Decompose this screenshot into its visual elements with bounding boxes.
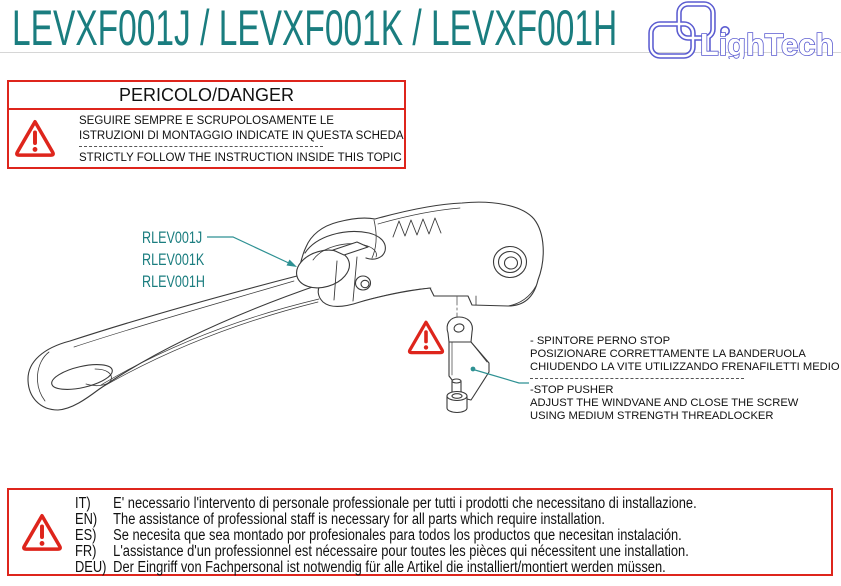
danger-box-header: PERICOLO/DANGER <box>9 82 404 110</box>
danger-line-italian-2: ISTRUZIONI DI MONTAGGIO INDICATE IN QUESTA SCHEDA <box>79 129 404 142</box>
danger-box-text <box>79 114 404 166</box>
language-code: EN) <box>75 511 98 528</box>
note-line-english: ADJUST THE WINDVANE AND CLOSE THE SCREW <box>530 397 799 409</box>
warning-text: Der Eingriff von Fachpersonal ist notwendig für alle Artikel die installiert/montiert werden müssen. <box>113 559 666 576</box>
warning-row <box>75 528 697 544</box>
danger-box <box>7 80 406 169</box>
installation-warning-text <box>75 496 697 576</box>
language-code: ES) <box>75 527 97 544</box>
warning-text: The assistance of professional staff is necessary for all parts which require installation. <box>113 511 605 528</box>
warning-row <box>75 560 697 576</box>
part-label: RLEV001J <box>142 228 203 247</box>
language-code: FR) <box>75 543 97 560</box>
page-title: LEVXF001J / LEVXF001K / LEVXF001H <box>12 0 618 56</box>
leader-arrowhead <box>287 260 298 268</box>
warning-text: L'assistance d'un professionnel est nécessaire pour toutes les pièces qui nécessitent une installation. <box>113 543 689 560</box>
note-line-english: USING MEDIUM STRENGTH THREADLOCKER <box>530 410 774 422</box>
part-number-labels <box>142 227 205 293</box>
note-line-english: -STOP PUSHER <box>530 384 614 396</box>
adjuster-pin-hole <box>356 276 371 290</box>
warning-triangle-icon <box>406 315 446 359</box>
stop-pusher-note <box>530 335 840 423</box>
warning-row <box>75 544 697 560</box>
label-leader-line <box>207 237 293 265</box>
lightech-logo-graphic <box>646 1 838 59</box>
logo-text: LighTech <box>700 27 834 59</box>
part-label: RLEV001K <box>142 250 205 269</box>
warning-row <box>75 496 697 512</box>
dashed-separator <box>530 378 744 379</box>
bracket-tab <box>447 317 472 342</box>
lightech-logo <box>646 1 838 59</box>
part-label: RLEV001H <box>142 272 205 291</box>
warning-triangle-icon <box>20 504 64 560</box>
leader-dot <box>471 367 476 372</box>
warning-text: Se necesita que sea montado por profesionales para todos los productos que necesitan instalación. <box>113 527 682 544</box>
warning-row <box>75 512 697 528</box>
note-line-italian: CHIUDENDO LA VITE UTILIZZANDO FRENAFILETTI MEDIO <box>530 361 840 373</box>
language-code: DEU) <box>75 559 107 576</box>
installation-warning-box <box>7 488 833 576</box>
warning-text: E' necessario l'intervento di personale professionale per tutti i prodotti che necessitano di installazione. <box>113 495 697 512</box>
note-line-italian: POSIZIONARE CORRETTAMENTE LA BANDERUOLA <box>530 348 806 360</box>
dashed-separator <box>79 146 323 147</box>
danger-line-italian-1: SEGUIRE SEMPRE E SCRUPOLOSAMENTE LE <box>79 115 334 127</box>
language-code: IT) <box>75 495 91 512</box>
danger-line-english: STRICTLY FOLLOW THE INSTRUCTION INSIDE THIS TOPIC <box>79 152 402 164</box>
warning-triangle-icon <box>13 113 57 163</box>
note-line-italian: - SPINTORE PERNO STOP <box>530 335 671 347</box>
